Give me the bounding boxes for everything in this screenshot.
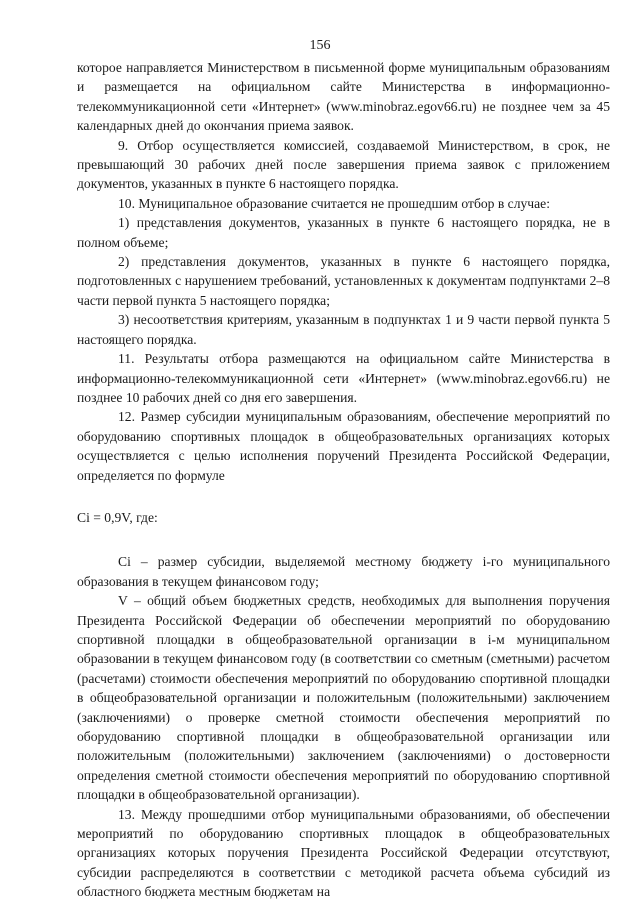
formula: Ci = 0,9V, где: <box>77 509 158 525</box>
subitem-3: 3) несоответствия критериям, указанным в подпунктах 1 и 9 части первой пункта 5 настоящего порядка. <box>77 312 610 347</box>
formula-definition-ci: Ci – размер субсидии, выделяемой местному бюджету i-го муниципального образования в текущем финансовом году; <box>77 554 610 589</box>
subitem-2: 2) представления документов, указанных в пункте 6 настоящего порядка, подготовленных с нарушением требований, установленных к документам подпунктами 2–8 части первой пункта 5 настоящего порядка; <box>77 254 610 308</box>
formula-definition-v: V – общий объем бюджетных средств, необходимых для выполнения поручения Президента Российской Федерации об обеспечении мероприятий по оборудованию спортивной площадки в общеобразовательной организации в i-м муниципальном образовании в текущем финансовом году (в соответствии со сметным (сметными) расчетом (расчетами) стоимости обеспечения мероприятий по оборудованию спортивной площадки в общеобразовательной организации и положительным (положительными) заключением (заключениями) о проверке сметной стоимости обеспечения мероприятий по оборудованию спортивной площадки в общеобразовательной организации или положительным (положительными) заключением (заключениями) о достоверности определения сметной стоимости обеспечения мероприятий по оборудованию спортивной площадки в общеобразовательной организации). <box>77 593 610 803</box>
paragraph-item-13: 13. Между прошедшими отбор муниципальными образованиями, об обеспечении мероприятий по оборудованию спортивных площадок в общеобразовательных организациях которых поручения Президента Российской Федерации отсутствуют, субсидии распределяются в соответствии с методикой расчета объема субсидий из областного бюджета местным бюджетам на <box>77 806 610 900</box>
paragraph-item-10: 10. Муниципальное образование считается не прошедшим отбор в случае: <box>118 195 550 211</box>
paragraph-item-11: 11. Результаты отбора размещаются на официальном сайте Министерства в информационно-телекоммуникационной сети «Интернет» (www.minobraz.egov66.ru) не позднее 10 рабочих дней со дня его завершения. <box>77 351 610 405</box>
page-number: 156 <box>309 38 331 53</box>
document-body <box>77 58 610 902</box>
paragraph-continuation: которое направляется Министерством в письменной форме муниципальным образованиям и размещается на официальном сайте Министерства в информационно-телекоммуникационной сети «Интернет» (www.minobraz.egov66.ru) не позднее чем за 45 календарных дней до окончания приема заявок. <box>77 60 610 134</box>
paragraph-item-12: 12. Размер субсидии муниципальным образованиям, обеспечение мероприятий по оборудованию спортивных площадок в общеобразовательных организациях которых осуществляется с целью исполнения поручений Президента Российской Федерации, определяется по формуле <box>77 409 610 483</box>
subitem-1: 1) представления документов, указанных в пункте 6 настоящего порядка, не в полном объеме; <box>77 215 610 250</box>
paragraph-item-9: 9. Отбор осуществляется комиссией, создаваемой Министерством, в срок, не превышающий 30 рабочих дней после завершения приема заявок с приложением документов, указанных в пункте 6 настоящего порядка. <box>77 137 610 192</box>
